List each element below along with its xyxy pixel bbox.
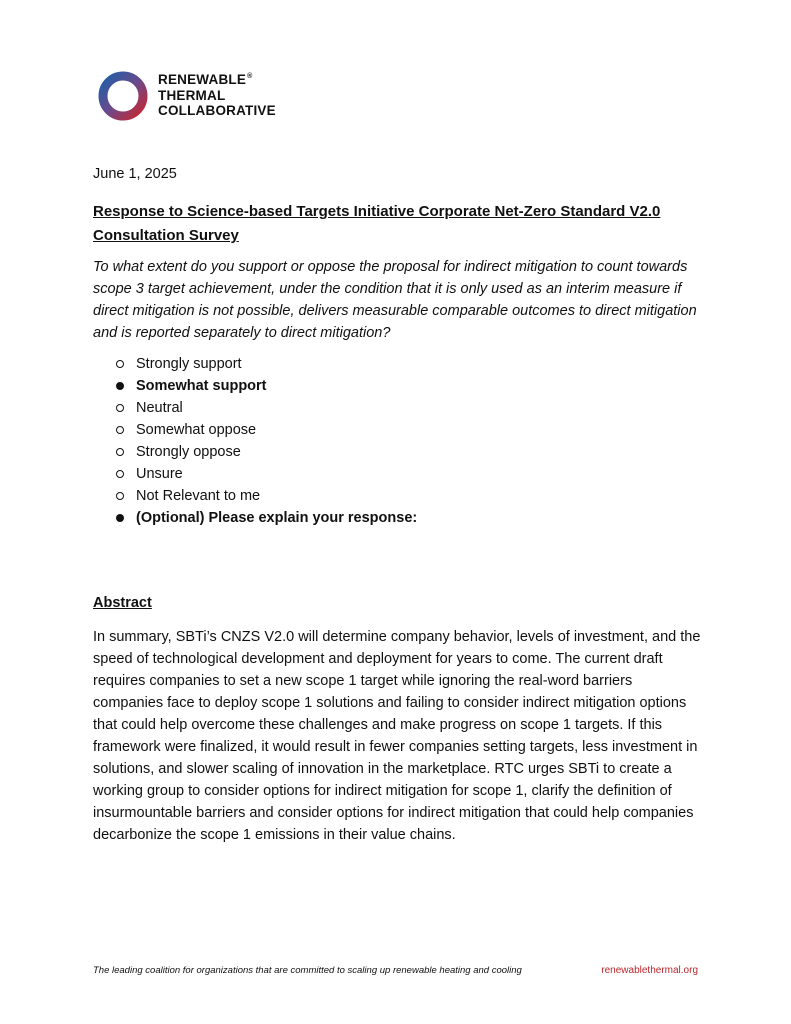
response-options <box>116 353 417 529</box>
document-title: Response to Science-based Targets Initiative Corporate Net-Zero Standard V2.0 Consultation Survey <box>93 203 661 244</box>
radio-selected-icon[interactable] <box>116 514 136 522</box>
response-option-label: Unsure <box>136 466 183 482</box>
response-option-label: Not Relevant to me <box>136 488 261 504</box>
radio-selected-icon[interactable] <box>116 382 136 390</box>
response-option[interactable] <box>116 419 417 441</box>
rtc-logo <box>97 70 297 122</box>
logo-line-1: RENEWABLE <box>158 72 247 87</box>
radio-empty-icon[interactable] <box>116 426 136 434</box>
abstract-body: In summary, SBTi’s CNZS V2.0 will determine company behavior, levels of investment, and the speed of technological development and deployment for years to come. The current draft requires companies to set a new scope 1 target while ignoring the real-word barriers companies face to deploy scope 1 solutions and failing to consider indirect mitigation options that could help overcome these challenges and make progress on scope 1 targets. If this framework were finalized, it would result in fewer companies setting targets, less investment in solutions, and slower scaling of innovation in the marketplace. RTC urges SBTi to create a working group to consider options for indirect mitigation for scope 1, clarify the definition of insurmountable barriers and consider options for indirect mitigation that could help companies decarbonize the scope 1 emissions in their value chains. <box>93 629 701 843</box>
document-date: June 1, 2025 <box>93 166 177 182</box>
radio-empty-icon[interactable] <box>116 360 136 368</box>
radio-empty-icon[interactable] <box>116 448 136 456</box>
response-option[interactable] <box>116 485 417 507</box>
logo-wordmark <box>158 72 276 119</box>
ring-logo-icon <box>97 70 149 122</box>
response-option-label: Strongly oppose <box>136 444 241 460</box>
response-option-label: Somewhat support <box>136 378 267 394</box>
abstract-heading: Abstract <box>93 595 152 611</box>
radio-empty-icon[interactable] <box>116 492 136 500</box>
response-option[interactable] <box>116 397 417 419</box>
radio-empty-icon[interactable] <box>116 470 136 478</box>
response-option-label: Strongly support <box>136 356 242 372</box>
response-option[interactable] <box>116 375 417 397</box>
footer-website-link[interactable]: renewablethermal.org <box>601 965 698 976</box>
logo-line-3: COLLABORATIVE <box>158 103 276 118</box>
radio-empty-icon[interactable] <box>116 404 136 412</box>
response-option[interactable] <box>116 507 417 529</box>
registered-mark: ® <box>247 73 253 80</box>
response-option-label: Somewhat oppose <box>136 422 257 438</box>
response-option[interactable] <box>116 353 417 375</box>
response-option-label: (Optional) Please explain your response: <box>136 510 418 526</box>
survey-question: To what extent do you support or oppose the proposal for indirect mitigation to count towards scope 3 target achievement, under the condition that it is only used as an interim measure if direct mitigation is not possible, delivers measurable comparable outcomes to direct mitigation and is reported separately to direct mitigation? <box>93 259 697 341</box>
logo-line-2: THERMAL <box>158 87 226 103</box>
response-option[interactable] <box>116 463 417 485</box>
response-option-label: Neutral <box>136 400 183 416</box>
footer-tagline: The leading coalition for organizations that are committed to scaling up renewable heating and cooling <box>93 965 522 976</box>
response-option[interactable] <box>116 441 417 463</box>
